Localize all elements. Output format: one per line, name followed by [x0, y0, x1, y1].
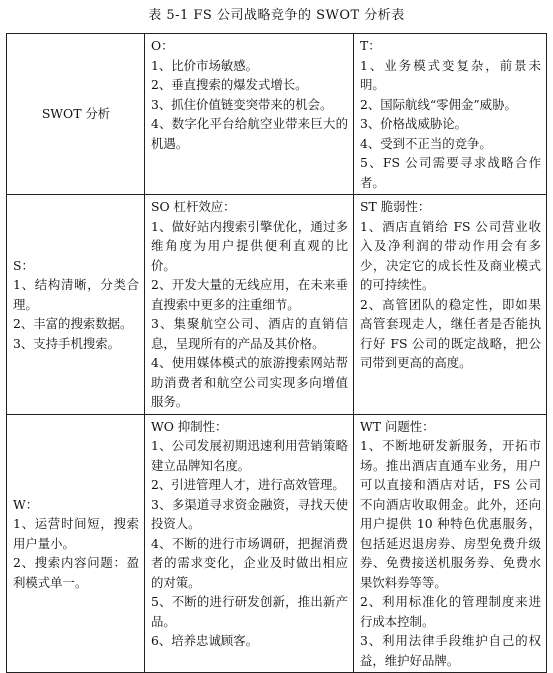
st-item: 1、酒店直销给 FS 公司营业收入及净利润的带动作用会有多少，决定它的成长性及商业模式的可持续性。	[360, 218, 541, 292]
so-title: SO 杠杆效应：	[151, 199, 236, 214]
wt-item: 3、利用法律手段维护自己的权益，维护好品牌。	[360, 633, 541, 668]
wo-item: 1、公司发展初期迅速利用营销策略建立品牌知名度。	[151, 438, 348, 473]
weakness-item: 1、运营时间短，搜索用户量小。	[13, 516, 139, 551]
so-item: 3、集聚航空公司、酒店的直销信息，呈现所有的产品及其价格。	[151, 316, 348, 351]
threats-title: T：	[360, 38, 381, 53]
strength-item: 2、丰富的搜索数据。	[13, 316, 133, 331]
so-cell	[145, 195, 354, 415]
strengths-title: S：	[13, 257, 34, 273]
weaknesses-title: W：	[13, 496, 39, 512]
threat-item: 1、业务模式变复杂，前景未明。	[360, 57, 541, 92]
wo-title: WO 抑制性：	[151, 418, 228, 434]
opportunities-cell	[145, 34, 354, 195]
strengths-row	[7, 195, 547, 415]
opportunity-item: 2、垂直搜索的爆发式增长。	[151, 77, 308, 92]
wo-item: 6、培养忠诚顾客。	[151, 633, 259, 648]
wt-cell	[354, 414, 547, 673]
strengths-cell	[7, 195, 145, 415]
threats-cell	[354, 34, 547, 195]
so-item: 4、使用媒体模式的旅游搜索网站帮助消费者和航空公司实现多向增值服务。	[151, 355, 348, 409]
header-row	[7, 34, 547, 195]
weaknesses-row	[7, 414, 547, 673]
wt-title: WT 问题性：	[360, 418, 435, 434]
opportunities-title: O：	[151, 38, 174, 53]
opportunity-item: 4、数字化平台给航空业带来巨大的机遇。	[151, 116, 348, 151]
so-item: 1、做好站内搜索引擎优化，通过多维角度为用户提供便利直观的比价。	[151, 218, 348, 273]
opportunity-item: 3、抓住价值链变突带来的机会。	[151, 96, 333, 112]
strength-item: 3、支持手机搜索。	[13, 335, 121, 351]
threat-item: 3、价格战威胁论。	[360, 116, 468, 131]
wo-item: 3、多渠道寻求资金融资，寻找天使投资人。	[151, 496, 348, 531]
so-item: 2、开发大量的无线应用，在未来垂直搜索中更多的注重细节。	[151, 277, 348, 312]
swot-table	[6, 33, 547, 673]
opportunity-item: 1、比价市场敏感。	[151, 57, 259, 73]
table-caption: 表 5-1 FS 公司战略竞争的 SWOT 分析表	[148, 8, 405, 23]
wt-item: 1、不断地研发新服务，开拓市场。推出酒店直通车业务，用户可以直接和酒店对话，FS 公司不向酒店收取佣金。此外，还向用户提供 10 种特色优惠服务，包括延迟退房券、房型免费升级券、免费接送机服务券、免费水果饮料券等等。	[360, 438, 541, 590]
st-title: ST 脆弱性：	[360, 199, 431, 214]
weaknesses-cell	[7, 414, 145, 673]
st-item: 2、高管团队的稳定性，即如果高管套现走人，继任者是否能执行好 FS 公司的既定战略，把公司带到更高的高度。	[360, 296, 541, 370]
st-cell	[354, 195, 547, 415]
wo-item: 4、不断的进行市场调研，把握消费者的需求变化，企业及时做出相应的对策。	[151, 535, 348, 590]
threat-item: 2、国际航线“零佣金”威胁。	[360, 96, 517, 112]
strength-item: 1、结构清晰，分类合理。	[13, 277, 139, 312]
threat-item: 5、FS 公司需要寻求战略合作者。	[360, 155, 541, 190]
wo-cell	[145, 414, 354, 673]
threat-item: 4、受到不正当的竞争。	[360, 135, 492, 151]
weakness-item: 2、搜索内容问题：盈利模式单一。	[13, 555, 139, 590]
wt-item: 2、利用标准化的管理制度来进行成本控制。	[360, 594, 541, 629]
wo-item: 2、引进管理人才，进行高效管理。	[151, 477, 345, 492]
swot-corner-label: SWOT 分析	[41, 106, 111, 122]
swot-corner-cell	[7, 34, 145, 195]
wo-item: 5、不断的进行研发创新，推出新产品。	[151, 594, 348, 629]
